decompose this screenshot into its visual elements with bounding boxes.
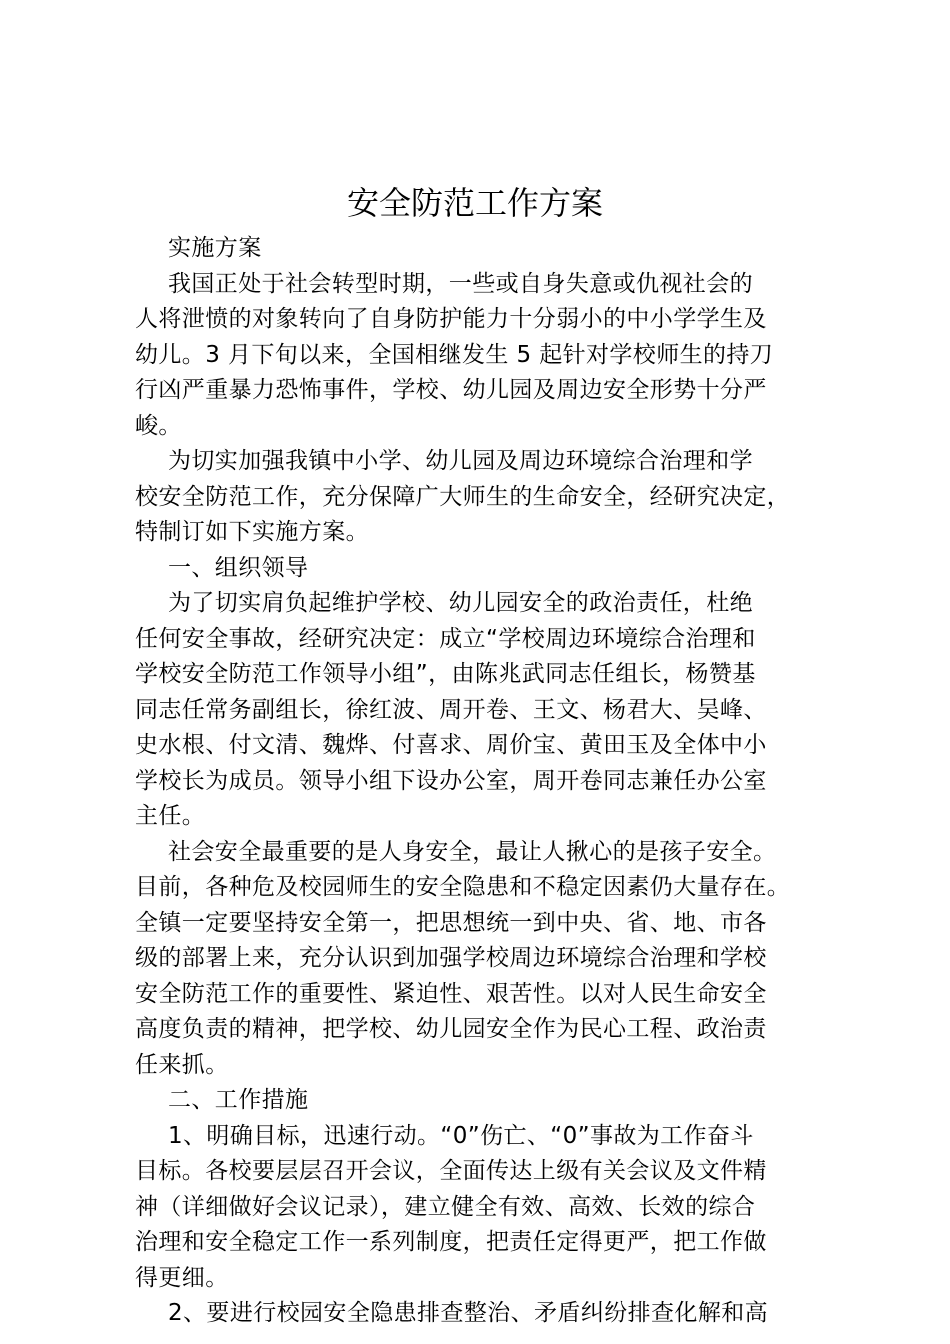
line-28: 神（详细做好会议记录），建立健全有效、高效、长效的综合 [135,1193,756,1220]
line-16: 学校长为成员。领导小组下设办公室，周开卷同志兼任办公室 [135,767,767,794]
line-29: 治理和安全稳定工作一系列制度，把责任定得更严，把工作做 [135,1229,767,1255]
line-12: 任何安全事故，经研究决定：成立“学校周边环境综合治理和 [135,625,756,652]
line-27: 目标。各校要层层召开会议，全面传达上级有关会议及文件精 [135,1158,767,1184]
line-21: 级的部署上来，充分认识到加强学校周边环境综合治理和学校 [135,945,767,971]
section-heading-1: 一、组织领导 [168,554,309,581]
document-title: 安全防范工作方案 [346,184,603,222]
line-19: 目前，各种危及校园师生的安全隐患和不稳定因素仍大量存在。 [135,874,791,900]
line-8: 校安全防范工作，充分保障广大师生的生命安全，经研究决定， [135,483,791,510]
line-4: 幼儿。3 月下旬以来，全国相继发生 5 起针对学校师生的持刀 [135,341,774,368]
line-14: 同志任常务副组长，徐红波、周开卷、王文、杨君大、吴峰、 [135,696,767,723]
line-31: 2、要进行校园安全隐患排查整治、矛盾纠纷排查化解和高 [168,1300,769,1326]
line-7: 为切实加强我镇中小学、幼儿园及周边环境综合治理和学 [168,448,753,474]
line-20: 全镇一定要坚持安全第一，把思想统一到中央、省、地、市各 [135,909,767,936]
line-22: 安全防范工作的重要性、紧迫性、艰苦性。以对人民生命安全 [135,980,767,1007]
line-2: 我国正处于社会转型时期，一些或自身失意或仇视社会的 [168,270,753,297]
document-body [135,231,847,1332]
line-6: 峻。 [135,412,182,439]
line-9: 特制订如下实施方案。 [135,519,369,545]
line-13: 学校安全防范工作领导小组”，由陈兆武同志任组长，杨赞基 [135,661,756,687]
line-23: 高度负责的精神，把学校、幼儿园安全作为民心工程、政治责 [135,1016,767,1042]
section-heading-2: 二、工作措施 [168,1087,309,1113]
line-5: 行凶严重暴力恐怖事件，学校、幼儿园及周边安全形势十分严 [135,377,767,403]
line-11: 为了切实肩负起维护学校、幼儿园安全的政治责任，杜绝 [168,590,753,616]
line-17: 主任。 [135,803,206,829]
line-3: 人将泄愤的对象转向了自身防护能力十分弱小的中小学学生及 [135,306,767,332]
line-1: 实施方案 [168,235,262,261]
line-30: 得更细。 [135,1264,229,1291]
line-26: 1、明确目标，迅速行动。“0”伤亡、“0”事故为工作奋斗 [168,1122,754,1149]
line-18: 社会安全最重要的是人身安全，最让人揪心的是孩子安全。 [168,838,777,865]
line-24: 任来抓。 [135,1051,229,1078]
line-15: 史水根、付文清、魏烨、付喜求、周价宝、黄田玉及全体中小 [135,732,767,758]
